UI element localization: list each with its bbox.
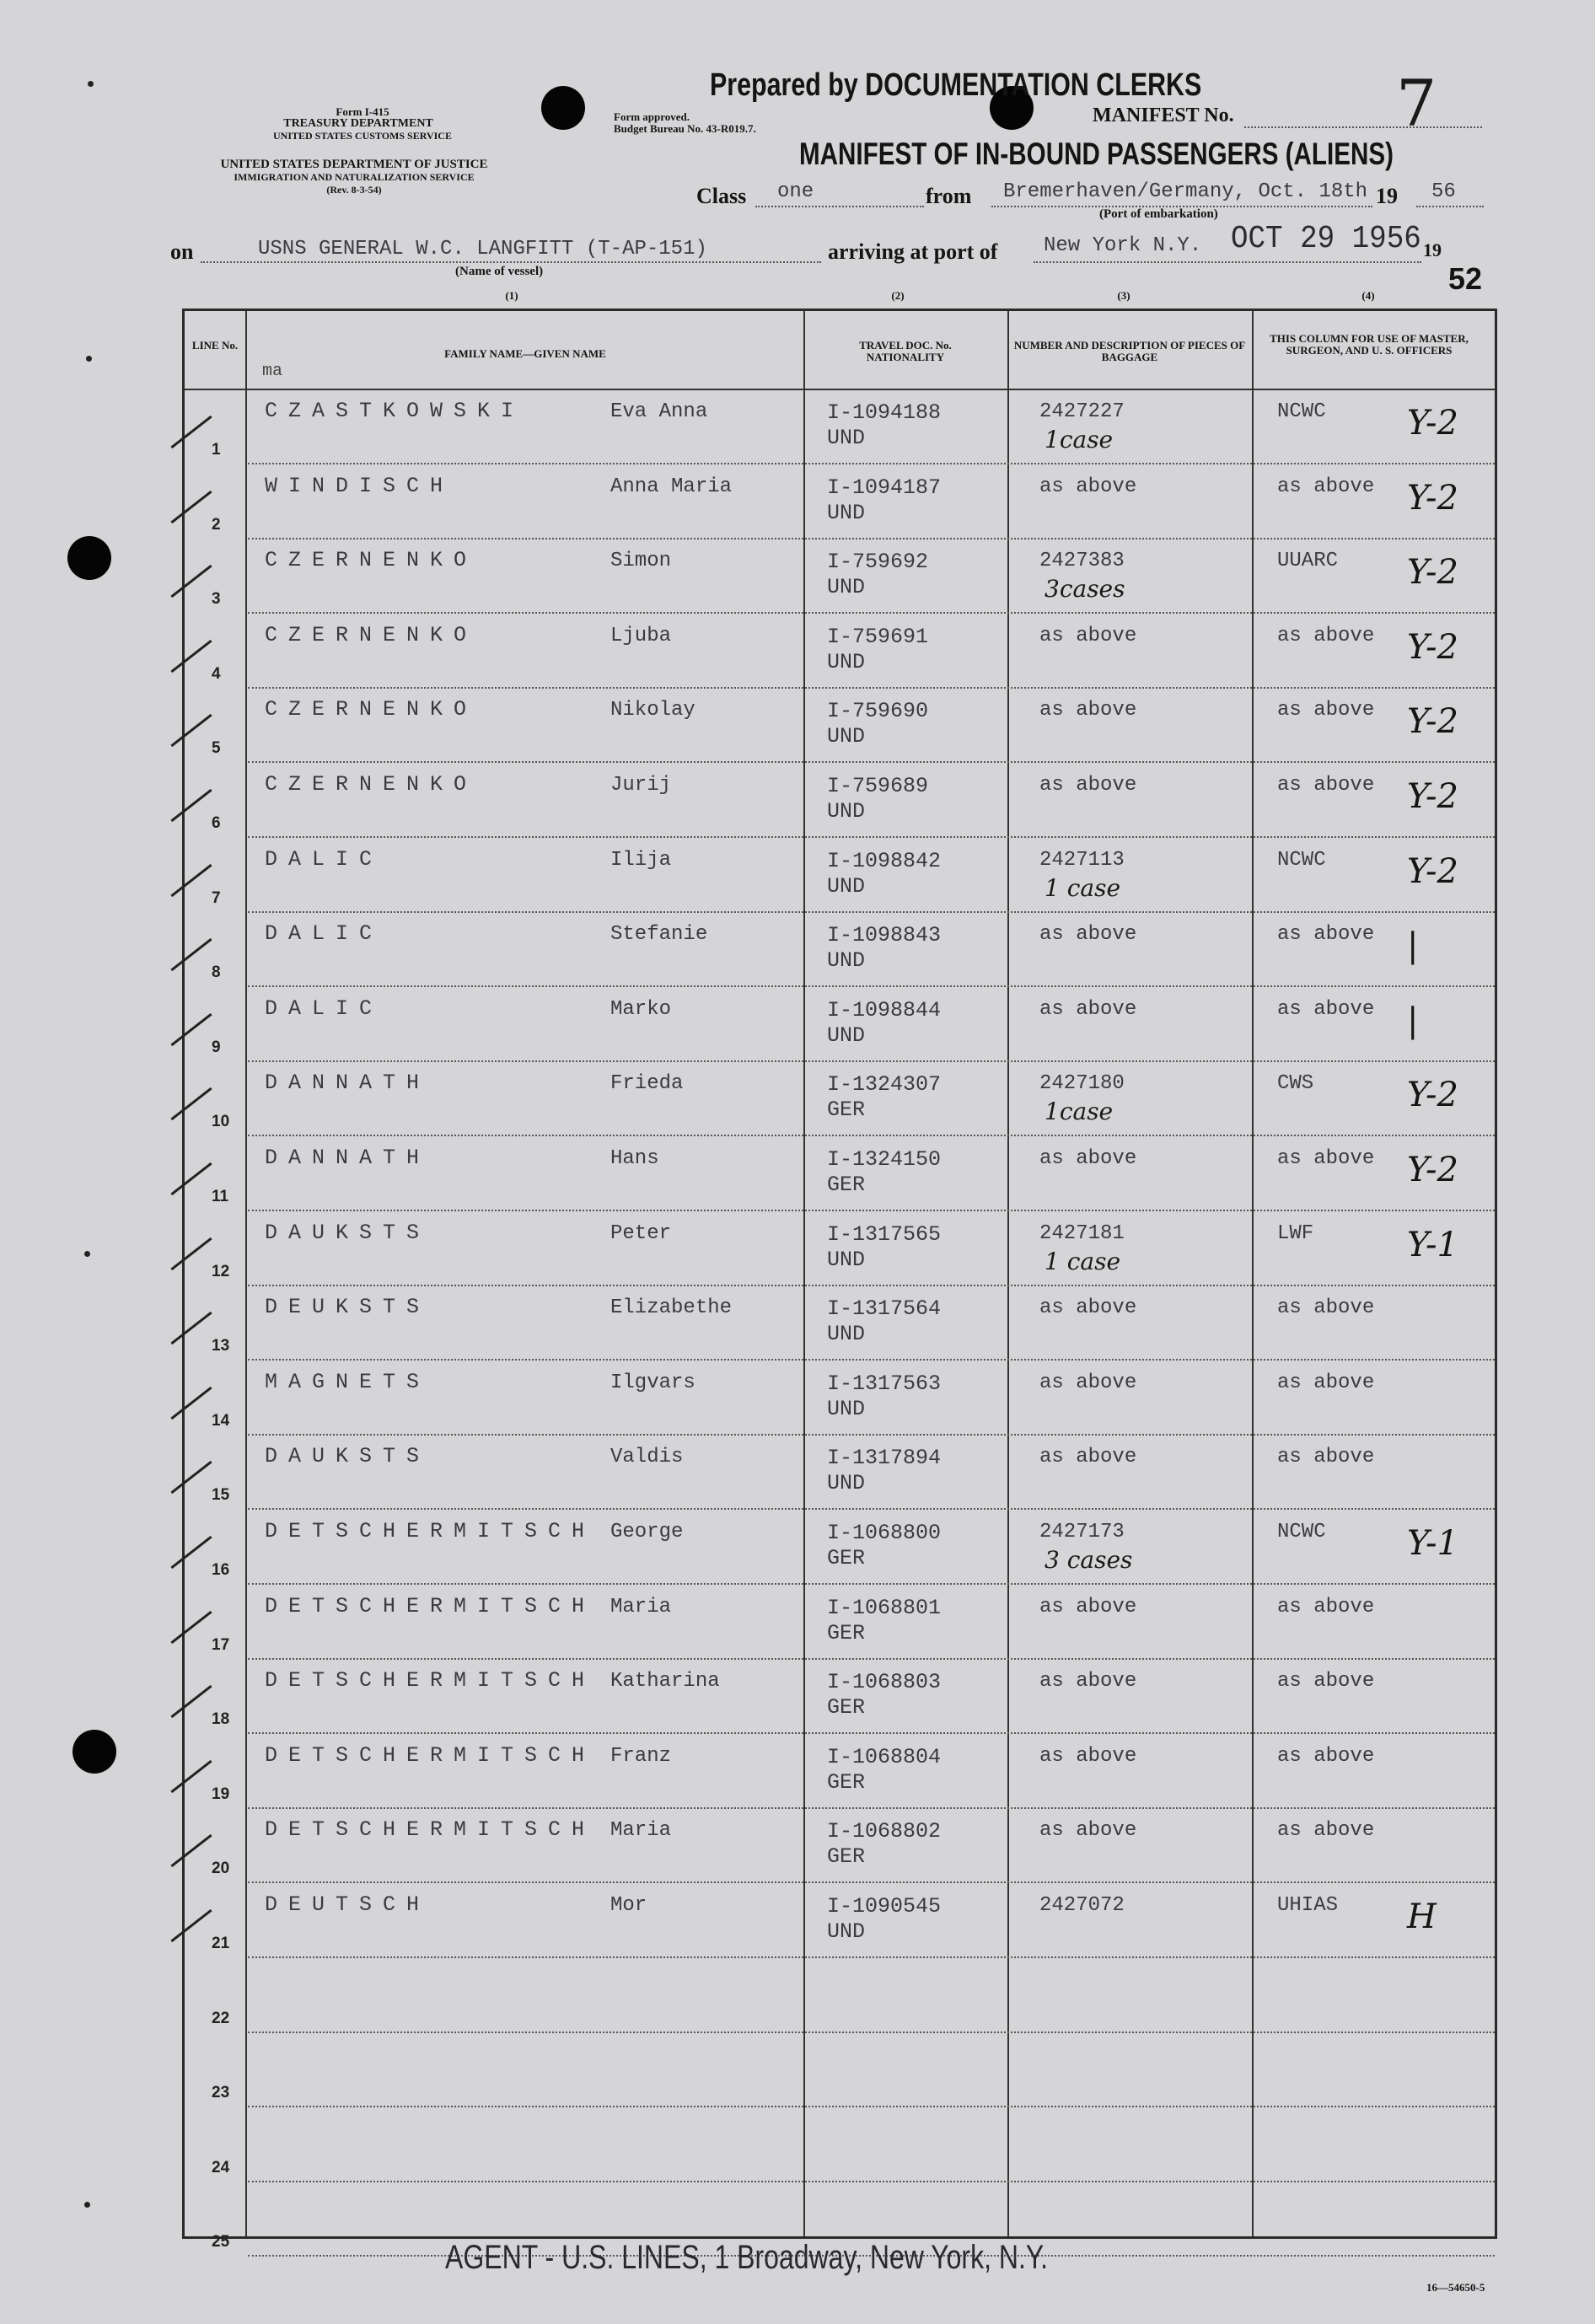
col-num-4: (4): [1361, 289, 1375, 302]
officer-column-entry: as above: [1277, 699, 1375, 722]
given-name: Jurij: [610, 774, 672, 797]
table-row: [185, 1436, 1495, 1510]
given-name: Marko: [610, 997, 672, 1021]
family-name: DETSCHERMITSCH: [265, 1593, 596, 1618]
baggage-number: as above: [1039, 1819, 1137, 1843]
table-row: [185, 2108, 1495, 2182]
family-name: DAUKSTS: [265, 1220, 431, 1245]
table-row: [185, 913, 1495, 987]
given-name: Elizabethe: [610, 1296, 733, 1320]
family-name: CZERNENKO: [265, 697, 478, 722]
prepared-by-stamp: Prepared by DOCUMENTATION CLERKS: [710, 67, 1202, 103]
line-number: 24: [212, 2158, 230, 2176]
given-name: Mor: [610, 1894, 647, 1917]
given-name: Franz: [610, 1744, 672, 1768]
officer-column-entry: as above: [1277, 1296, 1375, 1320]
form-number: Form I-415: [336, 105, 389, 118]
travel-doc: [827, 1894, 941, 1945]
doc-number: I-1068801: [827, 1595, 942, 1620]
col-num-3: (3): [1117, 289, 1130, 302]
doc-number: I-1317565: [827, 1221, 942, 1247]
baggage-number: 2427181: [1039, 1221, 1125, 1245]
line-number: 8: [212, 963, 221, 982]
sheet-number: 52: [1448, 261, 1483, 296]
table-row: [185, 1586, 1495, 1660]
baggage-number: 2427383: [1039, 550, 1125, 573]
passenger-table: [182, 309, 1497, 2252]
family-name: DANNATH: [265, 1146, 431, 1170]
nationality: UND: [827, 1471, 866, 1496]
given-name: Frieda: [610, 1072, 684, 1096]
arrival-date-stamp: OCT 29 1956: [1231, 221, 1421, 257]
manifest-no-line: [1244, 126, 1482, 128]
travel-doc: [827, 1745, 941, 1795]
punch-hole-left-upper: [67, 536, 111, 580]
family-name: DETSCHERMITSCH: [265, 1817, 596, 1843]
arrival-line: [1034, 261, 1421, 263]
speck: [84, 2202, 90, 2208]
officer-column-entry: NCWC: [1277, 848, 1326, 872]
table-row: [185, 539, 1495, 614]
given-name: Stefanie: [610, 923, 708, 947]
check-tick: [170, 938, 212, 971]
officer-mark: Y-2: [1407, 777, 1458, 816]
header-name: FAMILY NAME—GIVEN NAME: [444, 347, 606, 360]
year-prefix: 19: [1376, 184, 1398, 208]
check-tick: [170, 863, 212, 896]
travel-doc: [827, 699, 928, 749]
family-name: CZERNENKO: [265, 772, 478, 797]
travel-doc: [827, 400, 941, 451]
check-tick: [170, 1536, 212, 1569]
officer-column-entry: NCWC: [1277, 400, 1326, 423]
form-approved: Form approved.: [614, 110, 690, 123]
header-note: ma: [262, 362, 283, 381]
table-row: [185, 1809, 1495, 1883]
travel-doc: [827, 774, 928, 824]
doc-number: I-1324307: [827, 1072, 942, 1098]
doc-number: I-1317894: [827, 1446, 942, 1471]
arrival-year-suffix: 19: [1423, 239, 1442, 260]
table-row: [185, 390, 1495, 464]
nationality: UND: [827, 1247, 866, 1272]
officer-column-entry: as above: [1277, 1147, 1375, 1170]
line-number: 5: [212, 739, 221, 758]
check-tick: [170, 1387, 212, 1420]
officer-mark: Y-2: [1407, 1076, 1458, 1115]
doc-number: I-759689: [827, 774, 929, 798]
class-line: [755, 206, 924, 207]
check-tick: [170, 714, 212, 747]
given-name: Katharina: [610, 1670, 720, 1693]
family-name: DANNATH: [265, 1071, 431, 1096]
table-row: [185, 689, 1495, 763]
doc-number: I-1098844: [827, 997, 942, 1022]
family-name: DEUTSCH: [265, 1892, 431, 1917]
travel-doc: [827, 475, 941, 526]
family-name: DAUKSTS: [265, 1444, 431, 1469]
given-name: George: [610, 1521, 684, 1543]
line-number: 9: [212, 1038, 221, 1056]
check-tick: [170, 1087, 212, 1120]
baggage-number: 2427072: [1039, 1894, 1125, 1917]
travel-doc: [827, 1371, 941, 1422]
arrival-port: New York N.Y.: [1044, 234, 1202, 257]
line-number: 15: [212, 1486, 230, 1505]
baggage-note: 1 case: [1045, 873, 1121, 902]
travel-doc: [827, 1819, 941, 1870]
table-row: [185, 1735, 1495, 1809]
nationality: UND: [827, 1919, 866, 1944]
baggage-number: as above: [1039, 624, 1137, 647]
baggage-note: 1case: [1045, 426, 1114, 454]
doc-number: I-759692: [827, 550, 929, 575]
officer-column-entry: NCWC: [1277, 1521, 1326, 1543]
on-label: on: [170, 239, 194, 264]
nationality: UND: [827, 500, 866, 525]
baggage-number: as above: [1039, 997, 1137, 1021]
manifest-title: MANIFEST OF IN-BOUND PASSENGERS (ALIENS): [799, 137, 1394, 171]
travel-doc: [827, 1521, 941, 1571]
line-number: 20: [212, 1860, 230, 1878]
baggage-note: 3cases: [1045, 575, 1125, 604]
vessel-line: [201, 261, 821, 263]
justice-dept: UNITED STATES DEPARTMENT OF JUSTICE: [220, 158, 488, 171]
baggage-number: 2427173: [1039, 1521, 1125, 1543]
given-name: Nikolay: [610, 699, 695, 722]
officer-column-entry: CWS: [1277, 1072, 1314, 1096]
officer-column-entry: UUARC: [1277, 550, 1339, 573]
baggage-number: as above: [1039, 1446, 1137, 1469]
budget-bureau: Budget Bureau No. 43-R019.7.: [614, 122, 756, 135]
officer-mark: H: [1407, 1897, 1437, 1936]
header-officers: THIS COLUMN FOR USE OF MASTER, SURGEON, AND U. S. OFFICERS: [1270, 332, 1469, 357]
given-name: Simon: [610, 550, 672, 573]
treasury-dept: TREASURY DEPARTMENT: [283, 117, 433, 130]
header-baggage: NUMBER AND DESCRIPTION OF PIECES OF BAGGAGE: [1013, 339, 1246, 363]
check-tick: [170, 1834, 212, 1867]
table-row: [185, 615, 1495, 689]
line-number: 19: [212, 1785, 230, 1803]
port-of-embarkation: Bremerhaven/Germany, Oct. 18th: [1003, 180, 1368, 203]
doc-number: I-1324150: [827, 1147, 942, 1172]
line-number: 17: [212, 1635, 230, 1654]
family-name: CZERNENKO: [265, 622, 478, 647]
given-name: Hans: [610, 1147, 659, 1170]
line-number: 7: [212, 888, 221, 907]
travel-doc: [827, 998, 941, 1049]
baggage-note: 1 case: [1045, 1247, 1121, 1275]
check-tick: [170, 565, 212, 598]
check-tick: [170, 1162, 212, 1195]
travel-doc: [827, 1296, 941, 1347]
nationality: GER: [827, 1844, 866, 1870]
given-name: Valdis: [610, 1446, 684, 1469]
baggage-number: 2427113: [1039, 848, 1125, 872]
manifest-no-label: MANIFEST No.: [1093, 105, 1234, 126]
check-tick: [170, 640, 212, 673]
officer-column-entry: as above: [1277, 1819, 1375, 1843]
class-value: one: [777, 180, 814, 203]
nationality: UND: [827, 1322, 866, 1347]
officer-column-entry: as above: [1277, 1670, 1375, 1693]
baggage-number: as above: [1039, 475, 1137, 498]
officer-column-entry: as above: [1277, 624, 1375, 647]
vessel-caption: (Name of vessel): [455, 265, 544, 278]
doc-number: I-1098842: [827, 848, 942, 873]
revision: (Rev. 8-3-54): [326, 184, 382, 196]
check-tick: [170, 1013, 212, 1046]
doc-number: I-1094187: [827, 475, 942, 500]
travel-doc: [827, 625, 928, 675]
punch-hole-left-lower: [72, 1730, 116, 1774]
line-number: 1: [212, 441, 221, 459]
doc-number: I-1094188: [827, 400, 942, 425]
travel-doc: [827, 1147, 941, 1198]
vessel-name: USNS GENERAL W.C. LANGFITT (T-AP-151): [258, 238, 707, 260]
check-tick: [170, 1461, 212, 1494]
table-row: [185, 839, 1495, 913]
manifest-number: 7: [1396, 66, 1437, 141]
doc-number: I-1317564: [827, 1296, 942, 1322]
table-row: [185, 1137, 1495, 1211]
officer-mark: Y-2: [1407, 627, 1458, 667]
baggage-number: as above: [1039, 1371, 1137, 1394]
nationality: GER: [827, 1620, 866, 1645]
nationality: UND: [827, 799, 866, 824]
doc-number: I-759690: [827, 699, 929, 724]
nationality: UND: [827, 873, 866, 899]
check-tick: [170, 1760, 212, 1793]
nationality: GER: [827, 1546, 866, 1570]
table-row: [185, 2033, 1495, 2107]
officer-mark: Y-2: [1407, 478, 1458, 518]
table-row: [185, 1062, 1495, 1136]
header-doc: TRAVEL DOC. No. NATIONALITY: [859, 339, 952, 363]
travel-doc: [827, 1670, 941, 1720]
family-name: DETSCHERMITSCH: [265, 1742, 596, 1768]
table-row: [185, 1511, 1495, 1585]
doc-number: I-1090545: [827, 1894, 942, 1919]
officer-column-entry: as above: [1277, 774, 1375, 797]
doc-number: I-1068804: [827, 1744, 942, 1769]
check-tick: [170, 1685, 212, 1718]
family-name: DALIC: [265, 846, 384, 872]
port-embark-caption: (Port of embarkation): [1099, 207, 1218, 221]
line-number: 14: [212, 1411, 230, 1430]
family-name: WINDISCH: [265, 473, 454, 498]
line-number: 21: [212, 1935, 230, 1952]
given-name: Maria: [610, 1819, 672, 1843]
doc-number: I-1068803: [827, 1670, 942, 1695]
speck: [86, 356, 92, 362]
punch-hole-top: [541, 86, 585, 130]
baggage-number: as above: [1039, 774, 1137, 797]
line-number: 6: [212, 814, 221, 832]
officer-column-entry: as above: [1277, 1595, 1375, 1618]
customs-service: UNITED STATES CUSTOMS SERVICE: [273, 130, 452, 142]
table-row: [185, 465, 1495, 539]
speck: [84, 1251, 90, 1257]
given-name: Eva Anna: [610, 400, 708, 423]
nationality: UND: [827, 1396, 866, 1421]
baggage-number: as above: [1039, 923, 1137, 947]
table-row: [185, 988, 1495, 1062]
baggage-number: as above: [1039, 699, 1137, 722]
officer-mark: Y-2: [1407, 851, 1458, 891]
officer-column-entry: as above: [1277, 1371, 1375, 1394]
baggage-number: as above: [1039, 1595, 1137, 1618]
table-row: [185, 1660, 1495, 1734]
baggage-number: as above: [1039, 1296, 1137, 1320]
line-number: 23: [212, 2084, 230, 2102]
officer-mark: Y-1: [1407, 1524, 1458, 1563]
line-number: 11: [212, 1188, 229, 1205]
given-name: Peter: [610, 1221, 672, 1245]
year-line: [1416, 206, 1484, 207]
family-name: DALIC: [265, 921, 384, 947]
travel-doc: [827, 550, 928, 600]
class-label: Class: [696, 184, 747, 208]
nationality: UND: [827, 1022, 866, 1048]
check-tick: [170, 1909, 212, 1942]
officer-column-entry: as above: [1277, 475, 1375, 498]
nationality: UND: [827, 575, 866, 600]
baggage-number: as above: [1039, 1670, 1137, 1693]
given-name: Ilgvars: [610, 1371, 695, 1394]
nationality: UND: [827, 948, 866, 974]
family-name: DETSCHERMITSCH: [265, 1519, 596, 1543]
given-name: Ilija: [610, 848, 672, 872]
officer-mark: |: [1407, 926, 1419, 966]
baggage-note: 1case: [1045, 1098, 1114, 1126]
line-number: 16: [212, 1561, 230, 1579]
officer-mark: Y-1: [1407, 1225, 1458, 1264]
travel-doc: [827, 1072, 941, 1123]
doc-number: I-759691: [827, 624, 929, 649]
given-name: Maria: [610, 1595, 672, 1618]
officer-mark: Y-2: [1407, 1151, 1458, 1189]
officer-column-entry: as above: [1277, 1744, 1375, 1768]
speck: [88, 81, 94, 87]
table-row: [185, 1286, 1495, 1361]
table-row: [185, 1959, 1495, 2033]
officer-mark: Y-2: [1407, 702, 1458, 742]
table-row: [185, 1884, 1495, 1958]
table-row: [185, 764, 1495, 838]
officer-column-entry: as above: [1277, 1446, 1375, 1469]
officer-column-entry: as above: [1277, 997, 1375, 1021]
nationality: UND: [827, 649, 866, 674]
check-tick: [170, 490, 212, 523]
header-line-no: LINE No.: [191, 339, 239, 352]
travel-doc: [827, 1446, 941, 1496]
family-name: DALIC: [265, 996, 384, 1021]
family-name: DEUKSTS: [265, 1295, 431, 1320]
ins-service: IMMIGRATION AND NATURALIZATION SERVICE: [234, 171, 475, 183]
doc-number: I-1098843: [827, 923, 942, 948]
family-name: CZASTKOWSKI: [265, 399, 525, 423]
line-number: 2: [212, 515, 221, 534]
given-name: Anna Maria: [610, 475, 733, 498]
line-number: 22: [212, 2009, 230, 2027]
doc-number: I-1068800: [827, 1521, 942, 1545]
doc-number: I-1317563: [827, 1371, 942, 1396]
agent-stamp: AGENT - U.S. LINES, 1 Broadway, New York, N.Y.: [445, 2239, 1048, 2276]
check-tick: [170, 1312, 212, 1344]
travel-doc: [827, 923, 941, 974]
check-tick: [170, 1610, 212, 1643]
officer-column-entry: LWF: [1277, 1221, 1314, 1245]
officer-mark: Y-2: [1407, 553, 1458, 593]
baggage-number: as above: [1039, 1147, 1137, 1170]
line-number: 13: [212, 1337, 230, 1355]
col-num-2: (2): [891, 289, 905, 302]
arriving-label: arriving at port of: [828, 239, 998, 264]
nationality: GER: [827, 1695, 866, 1720]
baggage-number: 2427180: [1039, 1072, 1125, 1096]
line-number: 25: [212, 2233, 230, 2252]
doc-number: I-1068802: [827, 1819, 942, 1844]
baggage-number: 2427227: [1039, 400, 1125, 423]
travel-doc: [827, 849, 941, 899]
officer-mark: Y-2: [1407, 404, 1458, 443]
table-row: [185, 1212, 1495, 1286]
check-tick: [170, 1237, 212, 1269]
baggage-number: as above: [1039, 1744, 1137, 1768]
year-value: 56: [1431, 180, 1456, 203]
table-row: [185, 1361, 1495, 1436]
from-label: from: [926, 184, 972, 208]
family-name: CZERNENKO: [265, 548, 478, 573]
travel-doc: [827, 1596, 941, 1646]
nationality: GER: [827, 1173, 866, 1197]
check-tick: [170, 789, 212, 822]
officer-mark: |: [1407, 1001, 1419, 1040]
family-name: MAGNETS: [265, 1369, 431, 1394]
travel-doc: [827, 1222, 941, 1273]
line-number: 4: [212, 664, 221, 683]
nationality: UND: [827, 426, 866, 450]
given-name: Ljuba: [610, 624, 672, 647]
line-number: 12: [212, 1262, 230, 1280]
line-number: 3: [212, 590, 221, 609]
line-number: 18: [212, 1710, 230, 1729]
check-tick: [170, 416, 212, 448]
nationality: GER: [827, 1098, 866, 1123]
baggage-note: 3 cases: [1045, 1546, 1133, 1574]
line-number: 10: [212, 1113, 230, 1131]
family-name: DETSCHERMITSCH: [265, 1668, 596, 1693]
col-num-1: (1): [505, 289, 518, 302]
officer-column-entry: UHIAS: [1277, 1894, 1339, 1917]
nationality: UND: [827, 724, 866, 749]
nationality: GER: [827, 1769, 866, 1795]
print-code: 16—54650-5: [1426, 2281, 1485, 2294]
officer-column-entry: as above: [1277, 923, 1375, 947]
